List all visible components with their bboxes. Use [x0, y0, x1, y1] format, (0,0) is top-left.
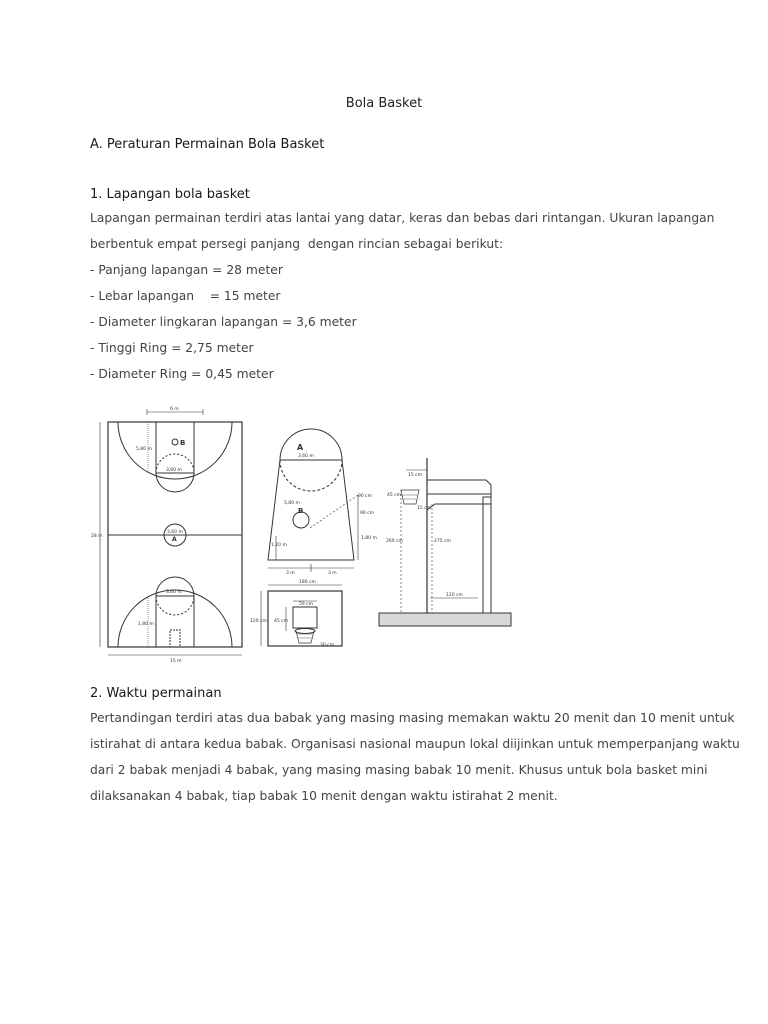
- section-a-heading: A. Peraturan Permainan Bola Basket: [90, 137, 325, 152]
- paragraph-line: dari 2 babak menjadi 4 babak, yang masing masing babak 10 menit. Khusus untuk bola basket mini: [90, 763, 708, 777]
- bottom-key-label: 3,60 m: [166, 590, 182, 595]
- key-depth-label: 5,80 m: [284, 501, 300, 506]
- section-2-heading: 2. Waktu permainan: [90, 686, 222, 701]
- key-top-label: 3,60 m: [298, 454, 314, 459]
- key-dim-label: 90 cm: [360, 511, 375, 516]
- pole-s-label: 15 cm: [417, 506, 432, 511]
- list-item: - Panjang lapangan = 28 meter: [90, 263, 283, 277]
- paragraph-line: berbentuk empat persegi panjang dengan rincian sebagai berikut:: [90, 237, 504, 251]
- paragraph-line: istirahat di antara kedua babak. Organisasi nasional maupun lokal diijinkan untuk memperpanjang waktu: [90, 737, 740, 751]
- court-diagram-figure: [90, 400, 520, 662]
- paragraph-line: dilaksanakan 4 babak, tiap babak 10 menit dengan waktu istirahat 2 menit.: [90, 789, 558, 803]
- paragraph-line: Lapangan permainan terdiri atas lantai yang datar, keras dan bebas dari rintangan. Ukuran lapangan: [90, 211, 715, 225]
- pole-dist-label: 120 cm: [446, 593, 463, 598]
- board-h1-label: 45 cm: [274, 619, 289, 624]
- section-1-heading: 1. Lapangan bola basket: [90, 187, 250, 202]
- key-base-label: 3 m: [286, 571, 295, 576]
- paragraph-line: Pertandingan terdiri atas dua babak yang masing masing memakan waktu 20 menit dan 10 menit untuk: [90, 711, 735, 725]
- pole-r-label: 45 cm: [387, 493, 402, 498]
- court-side-label: 1,80 m: [138, 622, 154, 627]
- court-depth-label: 5,80 m: [136, 447, 152, 452]
- key-a-label: A: [297, 443, 304, 452]
- list-item: - Diameter Ring = 0,45 meter: [90, 367, 274, 381]
- board-h2-label: 120 cm: [250, 619, 267, 624]
- backboard-detail: [250, 579, 342, 648]
- board-width-label: 180 cm: [299, 580, 316, 585]
- court-top-width-label: 6 m: [170, 407, 179, 412]
- key-dim-label: 90 cm: [358, 494, 373, 499]
- key-dim-label: 1,80 m: [361, 536, 377, 541]
- key-base-label: 3 m: [328, 571, 337, 576]
- key-detail: [268, 429, 377, 576]
- list-item: - Lebar lapangan = 15 meter: [90, 289, 281, 303]
- center-a-label: A: [172, 536, 177, 543]
- list-item: - Diameter lingkaran lapangan = 3,6 meter: [90, 315, 357, 329]
- court-b-label: B: [180, 439, 186, 447]
- court-width-label: 15 m: [170, 659, 182, 662]
- pole-top-label: 15 cm: [408, 473, 423, 478]
- document-title: Bola Basket: [345, 96, 423, 111]
- court-plan: [91, 406, 242, 662]
- center-circle-label: 3,60 m: [167, 530, 183, 535]
- key-b-label: B: [298, 507, 304, 515]
- court-key-circle-label: 3,60 m: [166, 468, 182, 473]
- key-dim-label: 1,20 m: [271, 543, 287, 548]
- board-inner-label: 59 cm: [299, 602, 314, 607]
- pole-side-view: [379, 458, 511, 626]
- pole-h2-label: 275 cm: [434, 539, 451, 544]
- court-length-label: 28 m: [91, 534, 103, 539]
- board-r-label: 30 cm: [320, 643, 335, 648]
- list-item: - Tinggi Ring = 2,75 meter: [90, 341, 254, 355]
- pole-h1-label: 260 cm: [386, 539, 403, 544]
